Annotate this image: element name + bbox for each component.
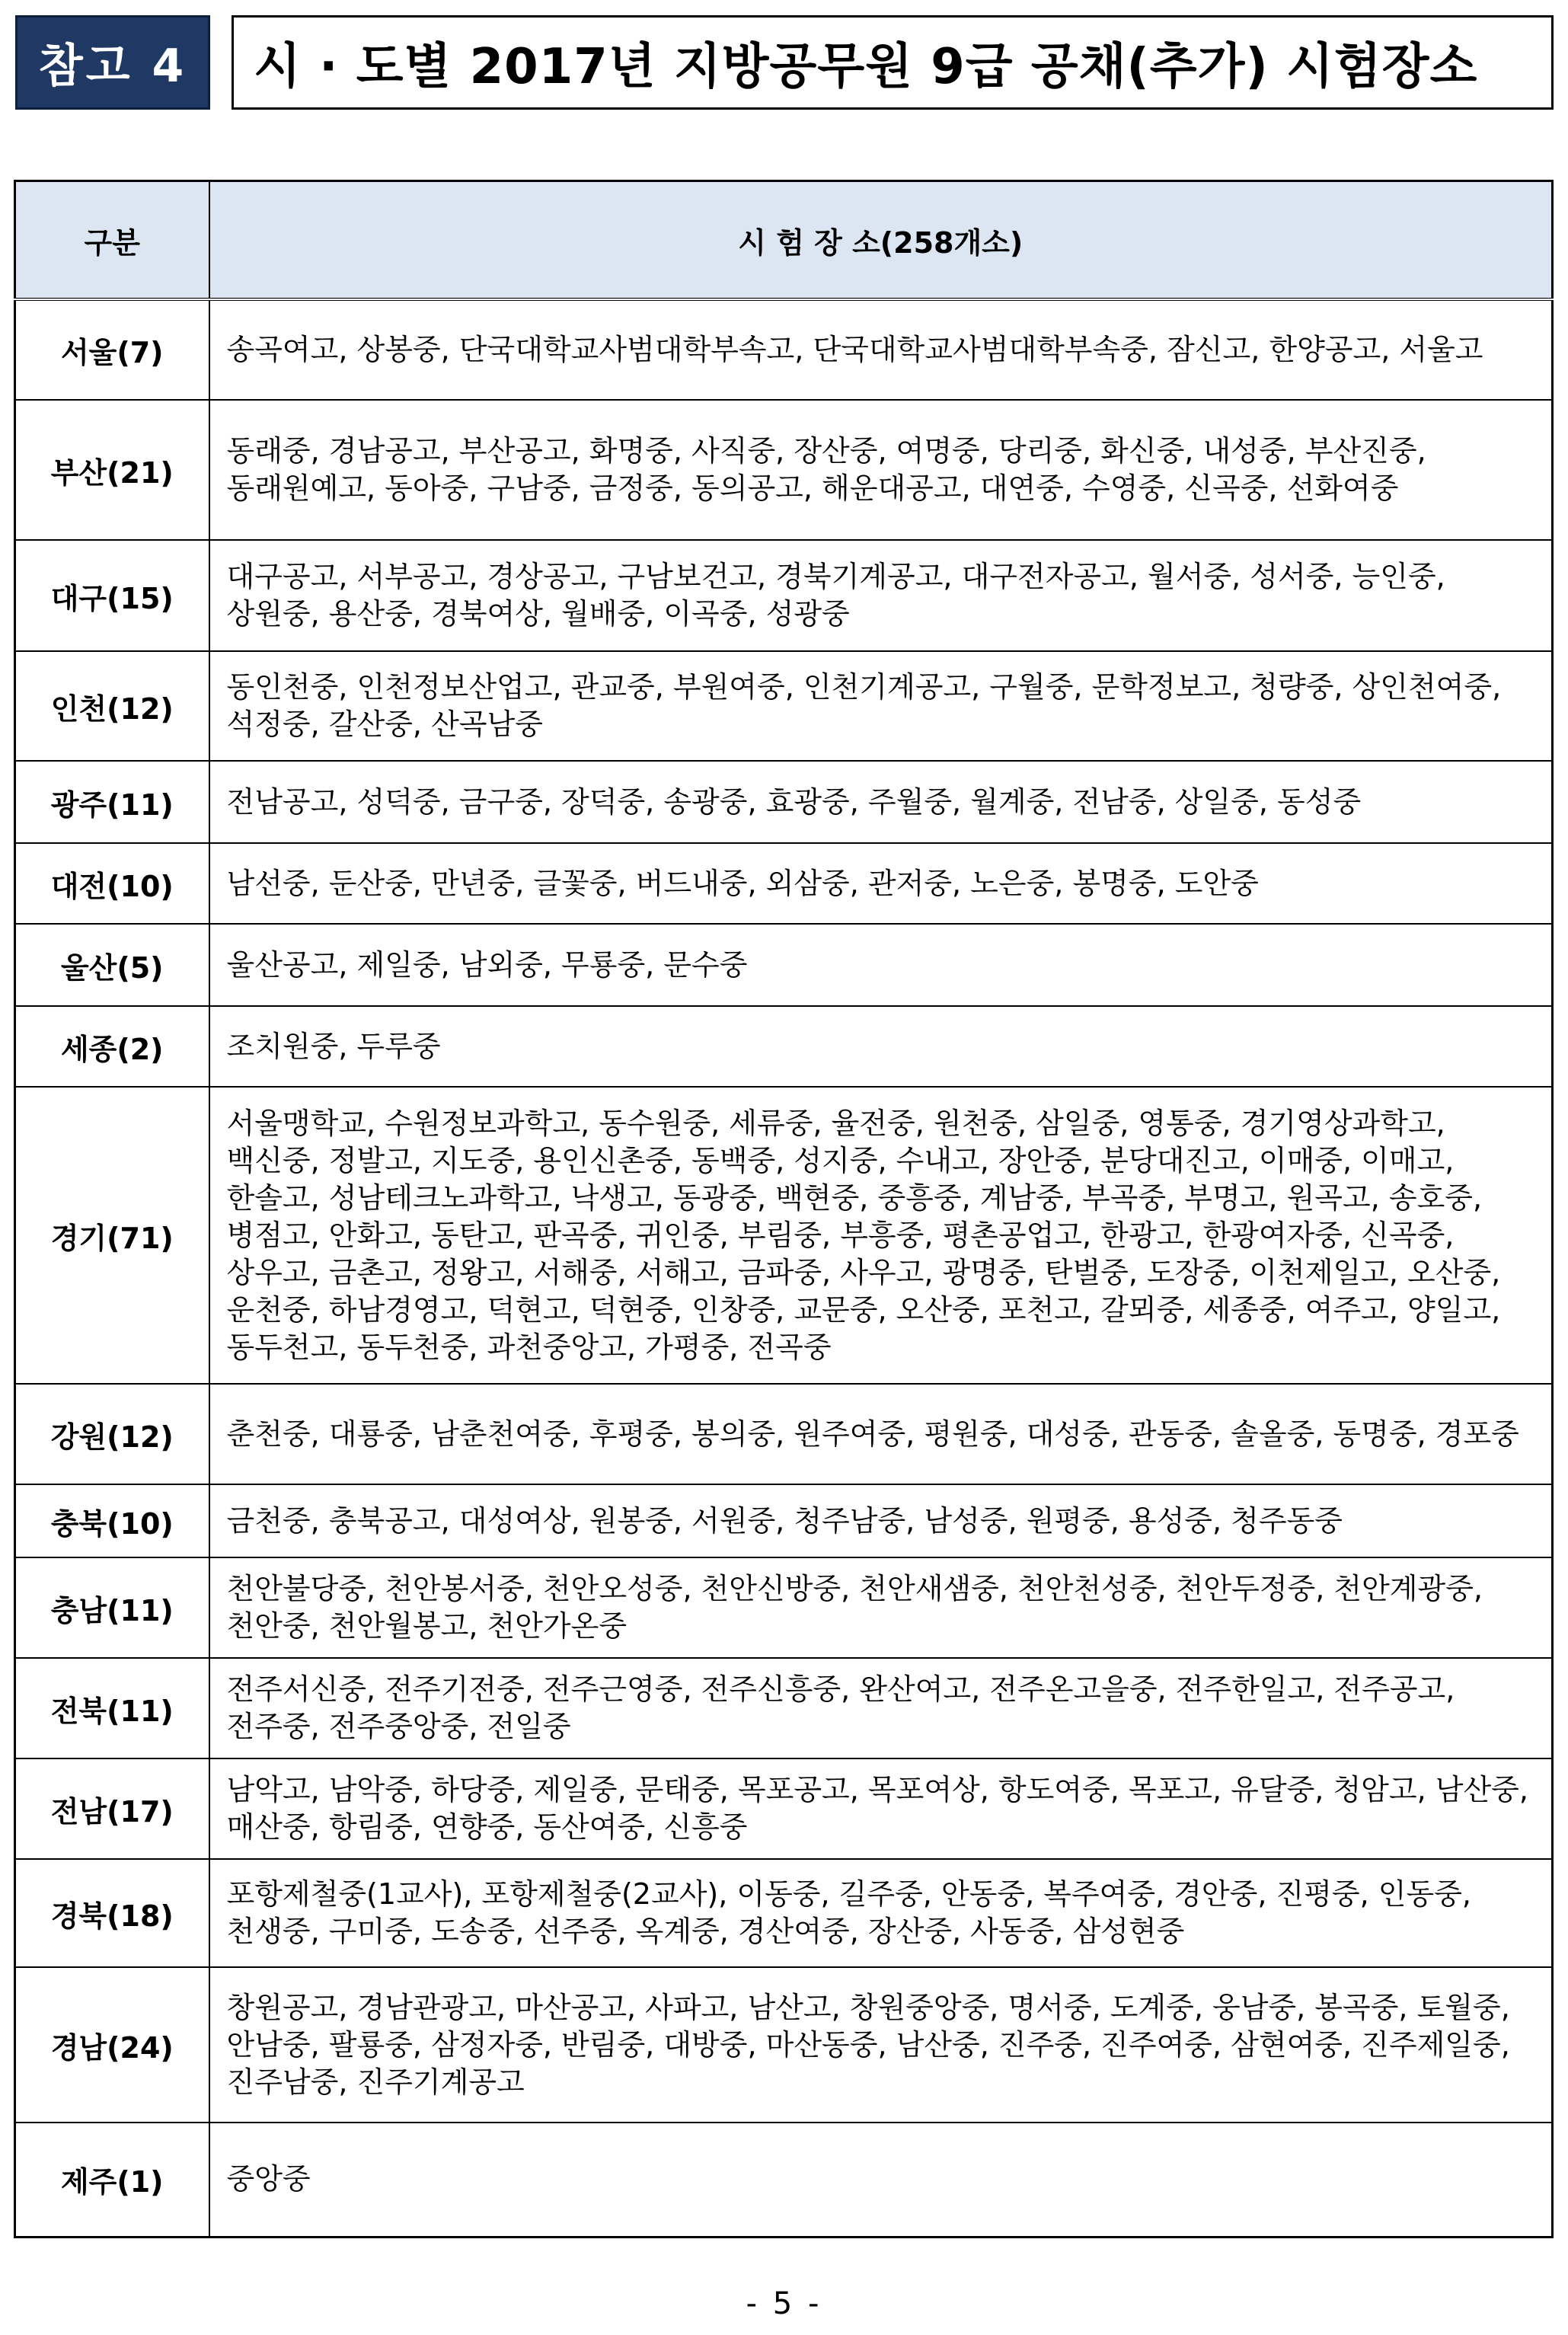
page-number: - 5 - [746,2286,822,2321]
places-cell: 남선중, 둔산중, 만년중, 글꽃중, 버드내중, 외삼중, 관저중, 노은중, 봉명중, 도안중 [209,843,1553,924]
region-cell: 세종(2) [15,1006,209,1087]
places-cell: 조치원중, 두루중 [209,1006,1553,1087]
region-cell: 경북(18) [15,1859,209,1967]
region-cell: 광주(11) [15,761,209,843]
table-row [15,299,1553,400]
table-header-row [15,181,1553,300]
table-row [15,1967,1553,2123]
places-cell: 천안불당중, 천안봉서중, 천안오성중, 천안신방중, 천안새샘중, 천안천성중, 천안두정중, 천안계광중, 천안중, 천안월봉고, 천안가온중 [209,1557,1553,1658]
table-row [15,1087,1553,1384]
places-cell: 춘천중, 대룡중, 남춘천여중, 후평중, 봉의중, 원주여중, 평원중, 대성중, 관동중, 솔올중, 동명중, 경포중 [209,1384,1553,1484]
places-cell: 금천중, 충북공고, 대성여상, 원봉중, 서원중, 청주남중, 남성중, 원평중, 용성중, 청주동중 [209,1484,1553,1557]
page-header [15,15,1554,114]
table-row [15,1557,1553,1658]
region-cell: 대구(15) [15,540,209,651]
places-cell: 포항제철중(1교사), 포항제철중(2교사), 이동중, 길주중, 안동중, 복주여중, 경안중, 진평중, 인동중, 천생중, 구미중, 도송중, 선주중, 옥계중, 경산여중, 장산중, 사동중, 삼성현중 [209,1859,1553,1967]
table-row [15,1484,1553,1557]
places-cell: 동래중, 경남공고, 부산공고, 화명중, 사직중, 장산중, 여명중, 당리중, 화신중, 내성중, 부산진중, 동래원예고, 동아중, 구남중, 금정중, 동의공고, 해운대공고, 대연중, 수영중, 신곡중, 선화여중 [209,400,1553,540]
region-cell: 충북(10) [15,1484,209,1557]
region-cell: 제주(1) [15,2123,209,2237]
table-row [15,843,1553,924]
places-cell: 서울맹학교, 수원정보과학고, 동수원중, 세류중, 율전중, 원천중, 삼일중, 영통중, 경기영상과학고, 백신중, 정발고, 지도중, 용인신촌중, 동백중, 성지중, 수내고, 장안중, 분당대진고, 이매중, 이매고, 한솔고, 성남테크노과학고, 낙생고, 동광중, 백현중, 중흥중, 계남중, 부곡중, 부명고, 원곡고, 송호중, 병점고, 안화고, 동탄고, 판곡중, 귀인중, 부림중, 부흥중, 평촌공업고, 한광고, 한광여자중, 신곡중, 상우고, 금촌고, 정왕고, 서해중, 서해고, 금파중, 사우고, 광명중, 탄벌중, 도장중, 이천제일고, 오산중, 운천중, 하남경영고, 덕현고, 덕현중, 인창중, 교문중, 오산중, 포천고, 갈뫼중, 세종중, 여주고, 양일고, 동두천고, 동두천중, 과천중앙고, 가평중, 전곡중 [209,1087,1553,1384]
table-row [15,761,1553,843]
table-row [15,400,1553,540]
header-places: 시 험 장 소(258개소) [209,181,1553,300]
exam-sites-table [14,180,1554,2238]
table-row [15,1384,1553,1484]
region-cell: 전남(17) [15,1758,209,1859]
region-cell: 인천(12) [15,651,209,761]
reference-badge: 참고 4 [15,15,210,110]
places-cell: 동인천중, 인천정보산업고, 관교중, 부원여중, 인천기계공고, 구월중, 문학정보고, 청량중, 상인천여중, 석정중, 갈산중, 산곡남중 [209,651,1553,761]
places-cell: 전남공고, 성덕중, 금구중, 장덕중, 송광중, 효광중, 주월중, 월계중, 전남중, 상일중, 동성중 [209,761,1553,843]
places-cell: 전주서신중, 전주기전중, 전주근영중, 전주신흥중, 완산여고, 전주온고을중, 전주한일고, 전주공고, 전주중, 전주중앙중, 전일중 [209,1658,1553,1758]
table-row [15,1658,1553,1758]
places-cell: 남악고, 남악중, 하당중, 제일중, 문태중, 목포공고, 목포여상, 항도여중, 목포고, 유달중, 청암고, 남산중, 매산중, 항림중, 연향중, 동산여중, 신흥중 [209,1758,1553,1859]
document-title: 시 · 도별 2017년 지방공무원 9급 공채(추가) 시험장소 [232,15,1554,110]
region-cell: 경기(71) [15,1087,209,1384]
region-cell: 강원(12) [15,1384,209,1484]
places-cell: 중앙중 [209,2123,1553,2237]
table-row [15,2123,1553,2237]
region-cell: 전북(11) [15,1658,209,1758]
table-row [15,1859,1553,1967]
region-cell: 부산(21) [15,400,209,540]
region-cell: 경남(24) [15,1967,209,2123]
region-cell: 대전(10) [15,843,209,924]
header-region: 구분 [15,181,209,300]
table-row [15,651,1553,761]
table-row [15,1006,1553,1087]
region-cell: 충남(11) [15,1557,209,1658]
table-row [15,1758,1553,1859]
table-row [15,924,1553,1006]
region-cell: 울산(5) [15,924,209,1006]
table-row [15,540,1553,651]
places-cell: 울산공고, 제일중, 남외중, 무룡중, 문수중 [209,924,1553,1006]
places-cell: 창원공고, 경남관광고, 마산공고, 사파고, 남산고, 창원중앙중, 명서중, 도계중, 웅남중, 봉곡중, 토월중, 안남중, 팔룡중, 삼정자중, 반림중, 대방중, 마산동중, 남산중, 진주중, 진주여중, 삼현여중, 진주제일중, 진주남중, 진주기계공고 [209,1967,1553,2123]
region-cell: 서울(7) [15,299,209,400]
places-cell: 대구공고, 서부공고, 경상공고, 구남보건고, 경북기계공고, 대구전자공고, 월서중, 성서중, 능인중, 상원중, 용산중, 경북여상, 월배중, 이곡중, 성광중 [209,540,1553,651]
places-cell: 송곡여고, 상봉중, 단국대학교사범대학부속고, 단국대학교사범대학부속중, 잠신고, 한양공고, 서울고 [209,299,1553,400]
